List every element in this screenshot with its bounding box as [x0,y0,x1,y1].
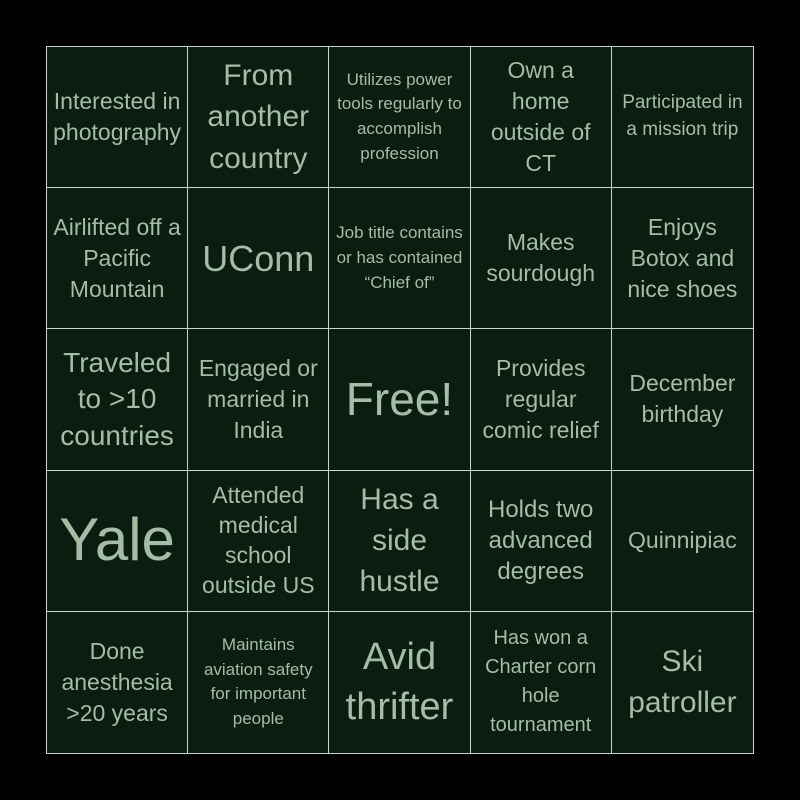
bingo-cell[interactable] [329,47,470,188]
bingo-cell[interactable] [188,47,329,188]
bingo-cell[interactable] [471,47,612,188]
bingo-cell[interactable] [471,612,612,753]
cell-label: Utilizes power tools regularly to accomplish profession [337,69,462,163]
cell-label: Traveled to >10 countries [60,346,174,451]
bingo-cell[interactable] [329,471,470,612]
cell-label: Done anesthesia >20 years [61,637,173,726]
bingo-cell[interactable] [612,329,753,470]
cell-label: Participated in a mission trip [622,92,743,141]
cell-label: Job title contains or has contained “Chief of” [336,223,463,292]
bingo-board [46,46,754,754]
cell-label: Interested in photography [53,88,182,146]
bingo-cell[interactable] [47,329,188,470]
cell-label: UConn [202,237,315,279]
cell-label: December birthday [629,370,736,428]
cell-label: Avid thrifter [345,636,454,729]
bingo-cell[interactable] [47,612,188,753]
cell-label: Engaged or married in India [198,354,318,444]
bingo-cell[interactable] [188,329,329,470]
cell-label: Has a side hustle [359,482,440,599]
bingo-cell[interactable] [612,612,753,753]
free-space-cell[interactable] [329,329,470,470]
bingo-cell[interactable] [188,471,329,612]
cell-label: Own a home outside of CT [490,57,591,177]
bingo-cell[interactable] [188,188,329,329]
bingo-cell[interactable] [47,471,188,612]
cell-label: Yale [59,506,175,574]
cell-label: Quinnipiac [628,527,737,554]
cell-label: Attended medical school outside US [202,481,315,598]
cell-label: Airlifted off a Pacific Mountain [53,213,181,302]
cell-label: Has won a Charter corn hole tournament [485,627,597,737]
cell-label: From another country [207,59,310,175]
cell-label: Holds two advanced degrees [488,495,594,586]
cell-label: Maintains aviation safety for important people [203,635,313,729]
bingo-cell[interactable] [329,188,470,329]
cell-label: Ski patroller [628,645,737,720]
bingo-cell[interactable] [188,612,329,753]
bingo-cell[interactable] [612,47,753,188]
bingo-cell[interactable] [471,329,612,470]
bingo-cell[interactable] [612,188,753,329]
cell-label: Free! [345,373,454,426]
cell-label: Makes sourdough [486,229,596,287]
bingo-cell[interactable] [329,612,470,753]
cell-label: Provides regular comic relief [482,354,599,444]
bingo-cell[interactable] [47,47,188,188]
bingo-cell[interactable] [471,471,612,612]
bingo-cell[interactable] [612,471,753,612]
cell-label: Enjoys Botox and nice shoes [627,213,738,302]
bingo-cell[interactable] [471,188,612,329]
bingo-cell[interactable] [47,188,188,329]
